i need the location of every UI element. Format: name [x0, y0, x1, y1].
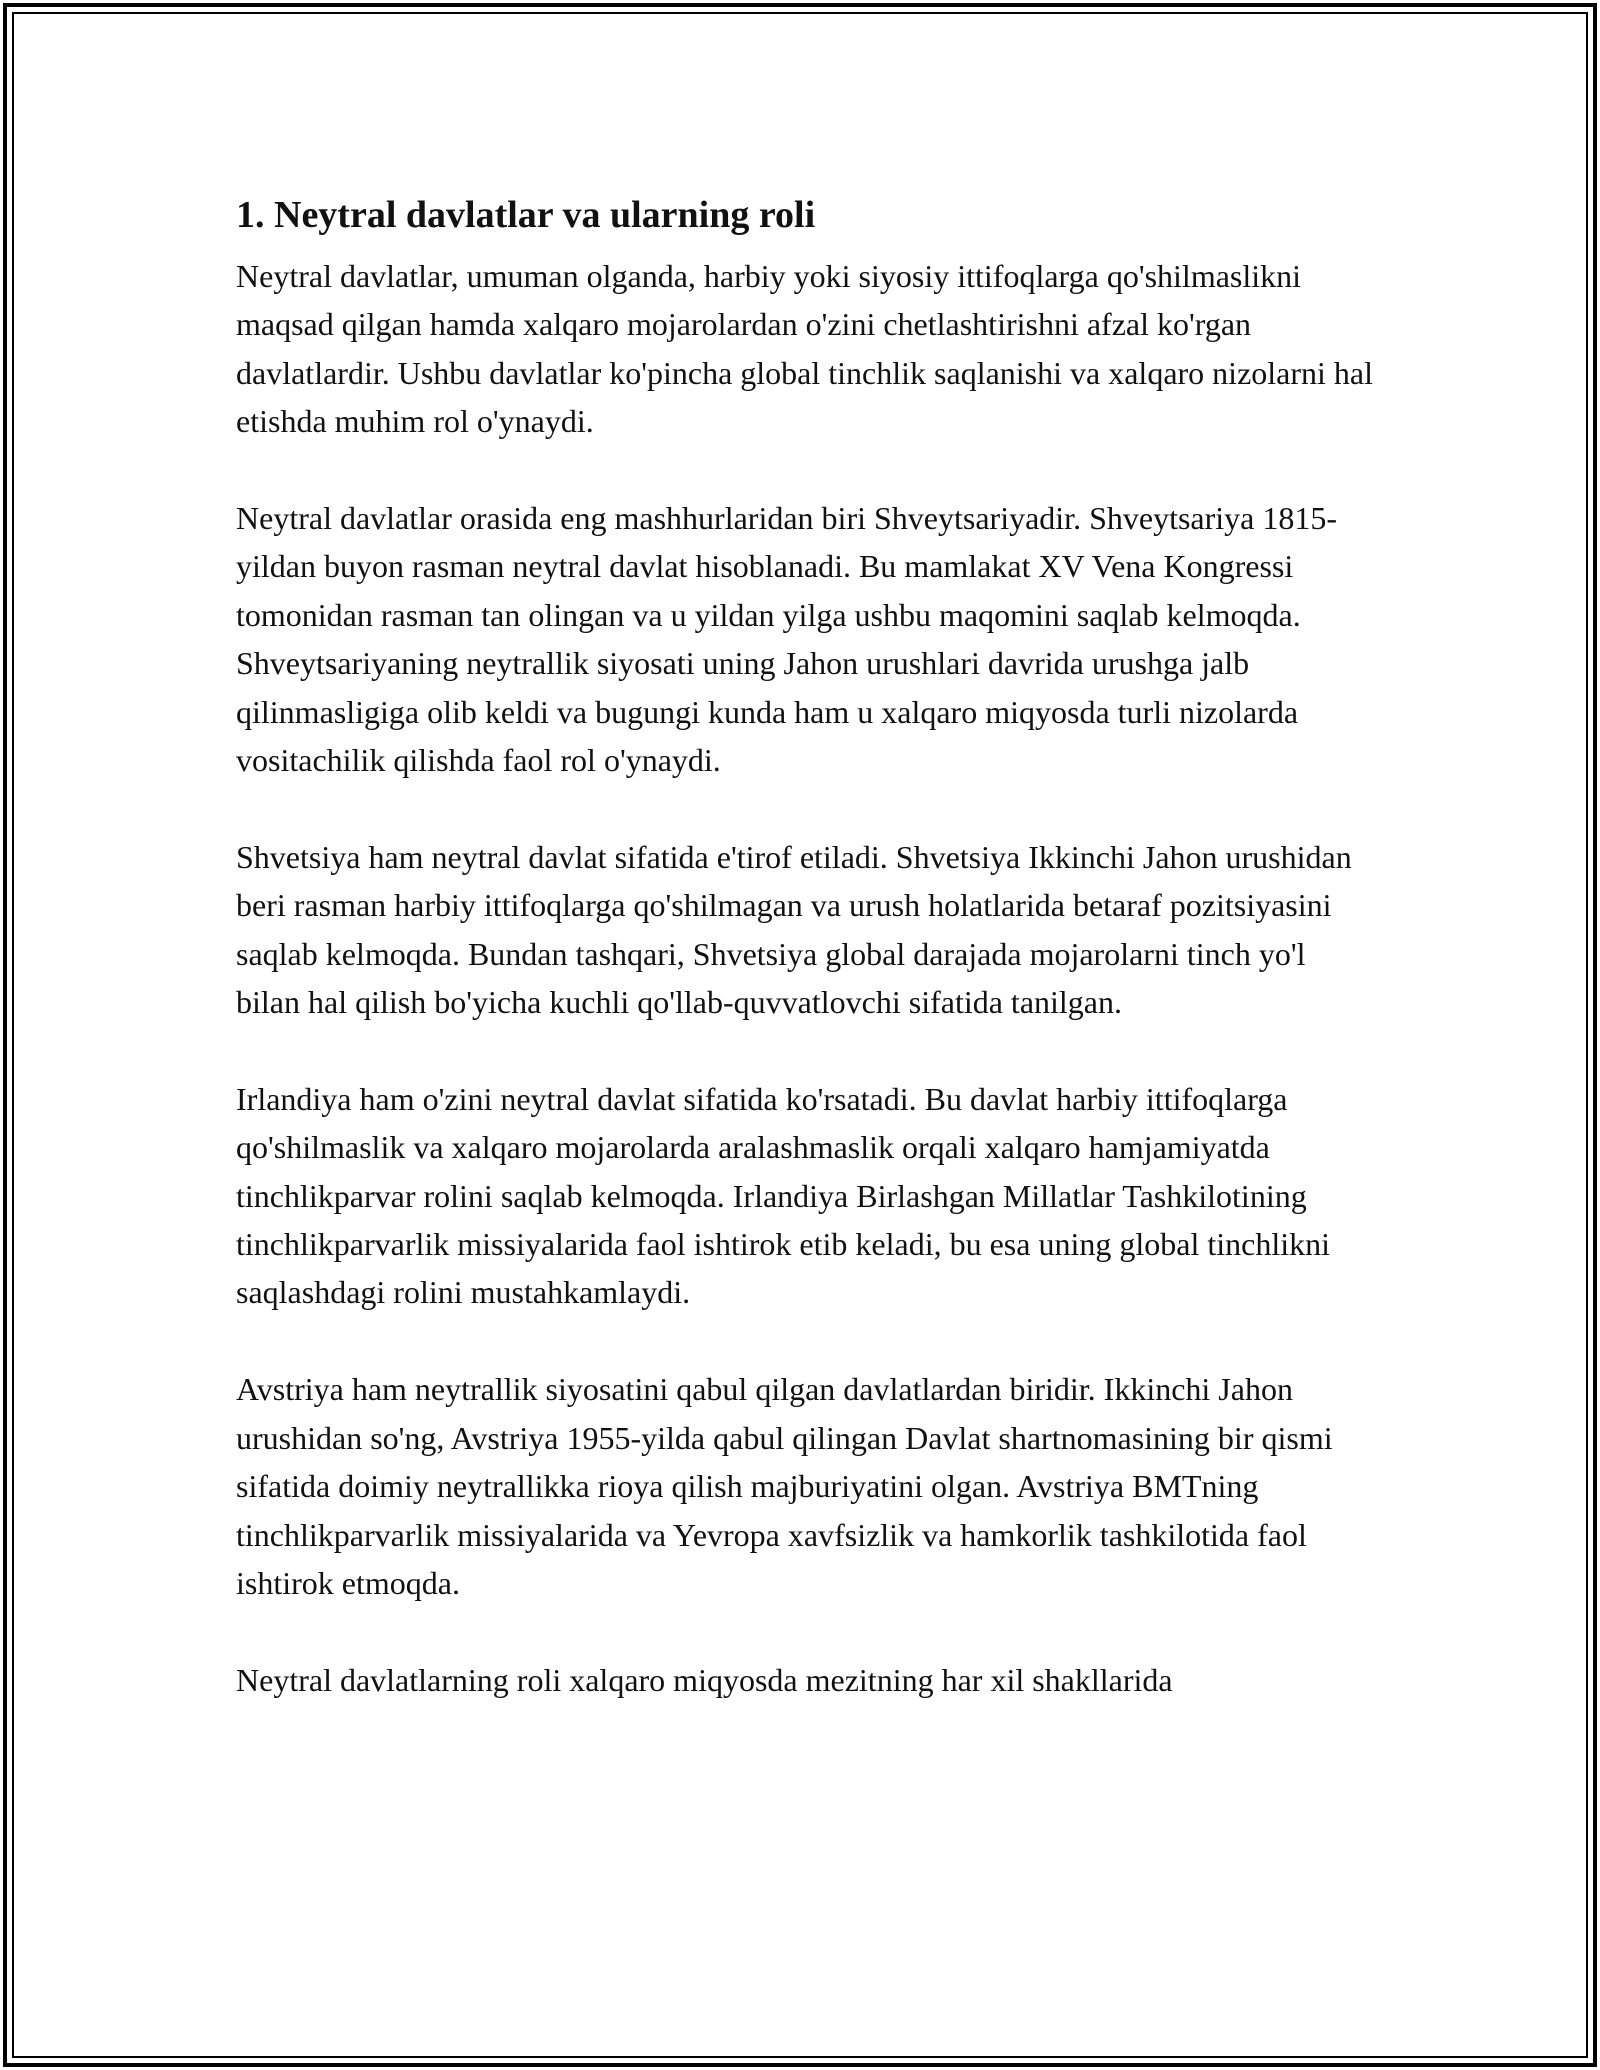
document-body [236, 186, 1376, 1753]
paragraph-ireland: Irlandiya ham o'zini neytral davlat sifatida ko'rsatadi. Bu davlat harbiy ittifoqlarga qo'shilmaslik va xalqaro mojarolarda aralashmaslik orqali xalqaro hamjamiyatda tinchlikparvar rolini saqlab kelmoqda. Irlandiya Birlashgan Millatlar Tashkilotining tinchlikparvarlik missiyalarida faol ishtirok etib keladi, bu esa uning global tinchlikni saqlashdagi rolini mustahkamlaydi. [236, 1080, 1330, 1311]
paragraph-austria: Avstriya ham neytrallik siyosatini qabul qilgan davlatlardan biridir. Ikkinchi Jahon urushidan so'ng, Avstriya 1955-yilda qabul qilingan Davlat shartnomasining bir qismi sifatida doimiy neytrallikka rioya qilish majburiyatini olgan. Avstriya BMTning tinchlikparvarlik missiyalarida va Yevropa xavfsizlik va hamkorlik tashkilotida faol ishtirok etmoqda. [236, 1371, 1333, 1601]
paragraph-switzerland: Neytral davlatlar orasida eng mashhurlaridan biri Shveytsariyadir. Shveytsariya 1815-yildan buyon rasman neytral davlat hisoblanadi. Bu mamlakat XV Vena Kongressi tomonidan rasman tan olingan va u yildan yilga ushbu maqomini saqlab kelmoqda. Shveytsariyaning neytrallik siyosati uning Jahon urushlari davrida urushga jalb qilinmasligiga olib keldi va bugungi kunda ham u xalqaro miqyosda turli nizolarda vositachilik qilishda faol rol o'ynaydi. [236, 500, 1338, 779]
paragraph-intro: Neytral davlatlar, umuman olganda, harbiy yoki siyosiy ittifoqlarga qo'shilmaslikni maqsad qilgan hamda xalqaro mojarolardan o'zini chetlashtirishni afzal ko'rgan davlatlardir. Ushbu davlatlar ko'pincha global tinchlik saqlanishi va xalqaro nizolarni hal etishda muhim rol o'ynaydi. [236, 258, 1373, 440]
paragraph-conclusion: Neytral davlatlarning roli xalqaro miqyosda mezitning har xil shakllarida [236, 1661, 1173, 1698]
section-heading: 1. Neytral davlatlar va ularning roli [236, 194, 816, 236]
paragraph-sweden: Shvetsiya ham neytral davlat sifatida e'tirof etiladi. Shvetsiya Ikkinchi Jahon urushidan beri rasman harbiy ittifoqlarga qo'shilmagan va urush holatlarida betaraf pozitsiyasini saqlab kelmoqda. Bundan tashqari, Shvetsiya global darajada mojarolarni tinch yo'l bilan hal qilish bo'yicha kuchli qo'llab-quvvatlovchi sifatida tanilgan. [236, 838, 1352, 1021]
